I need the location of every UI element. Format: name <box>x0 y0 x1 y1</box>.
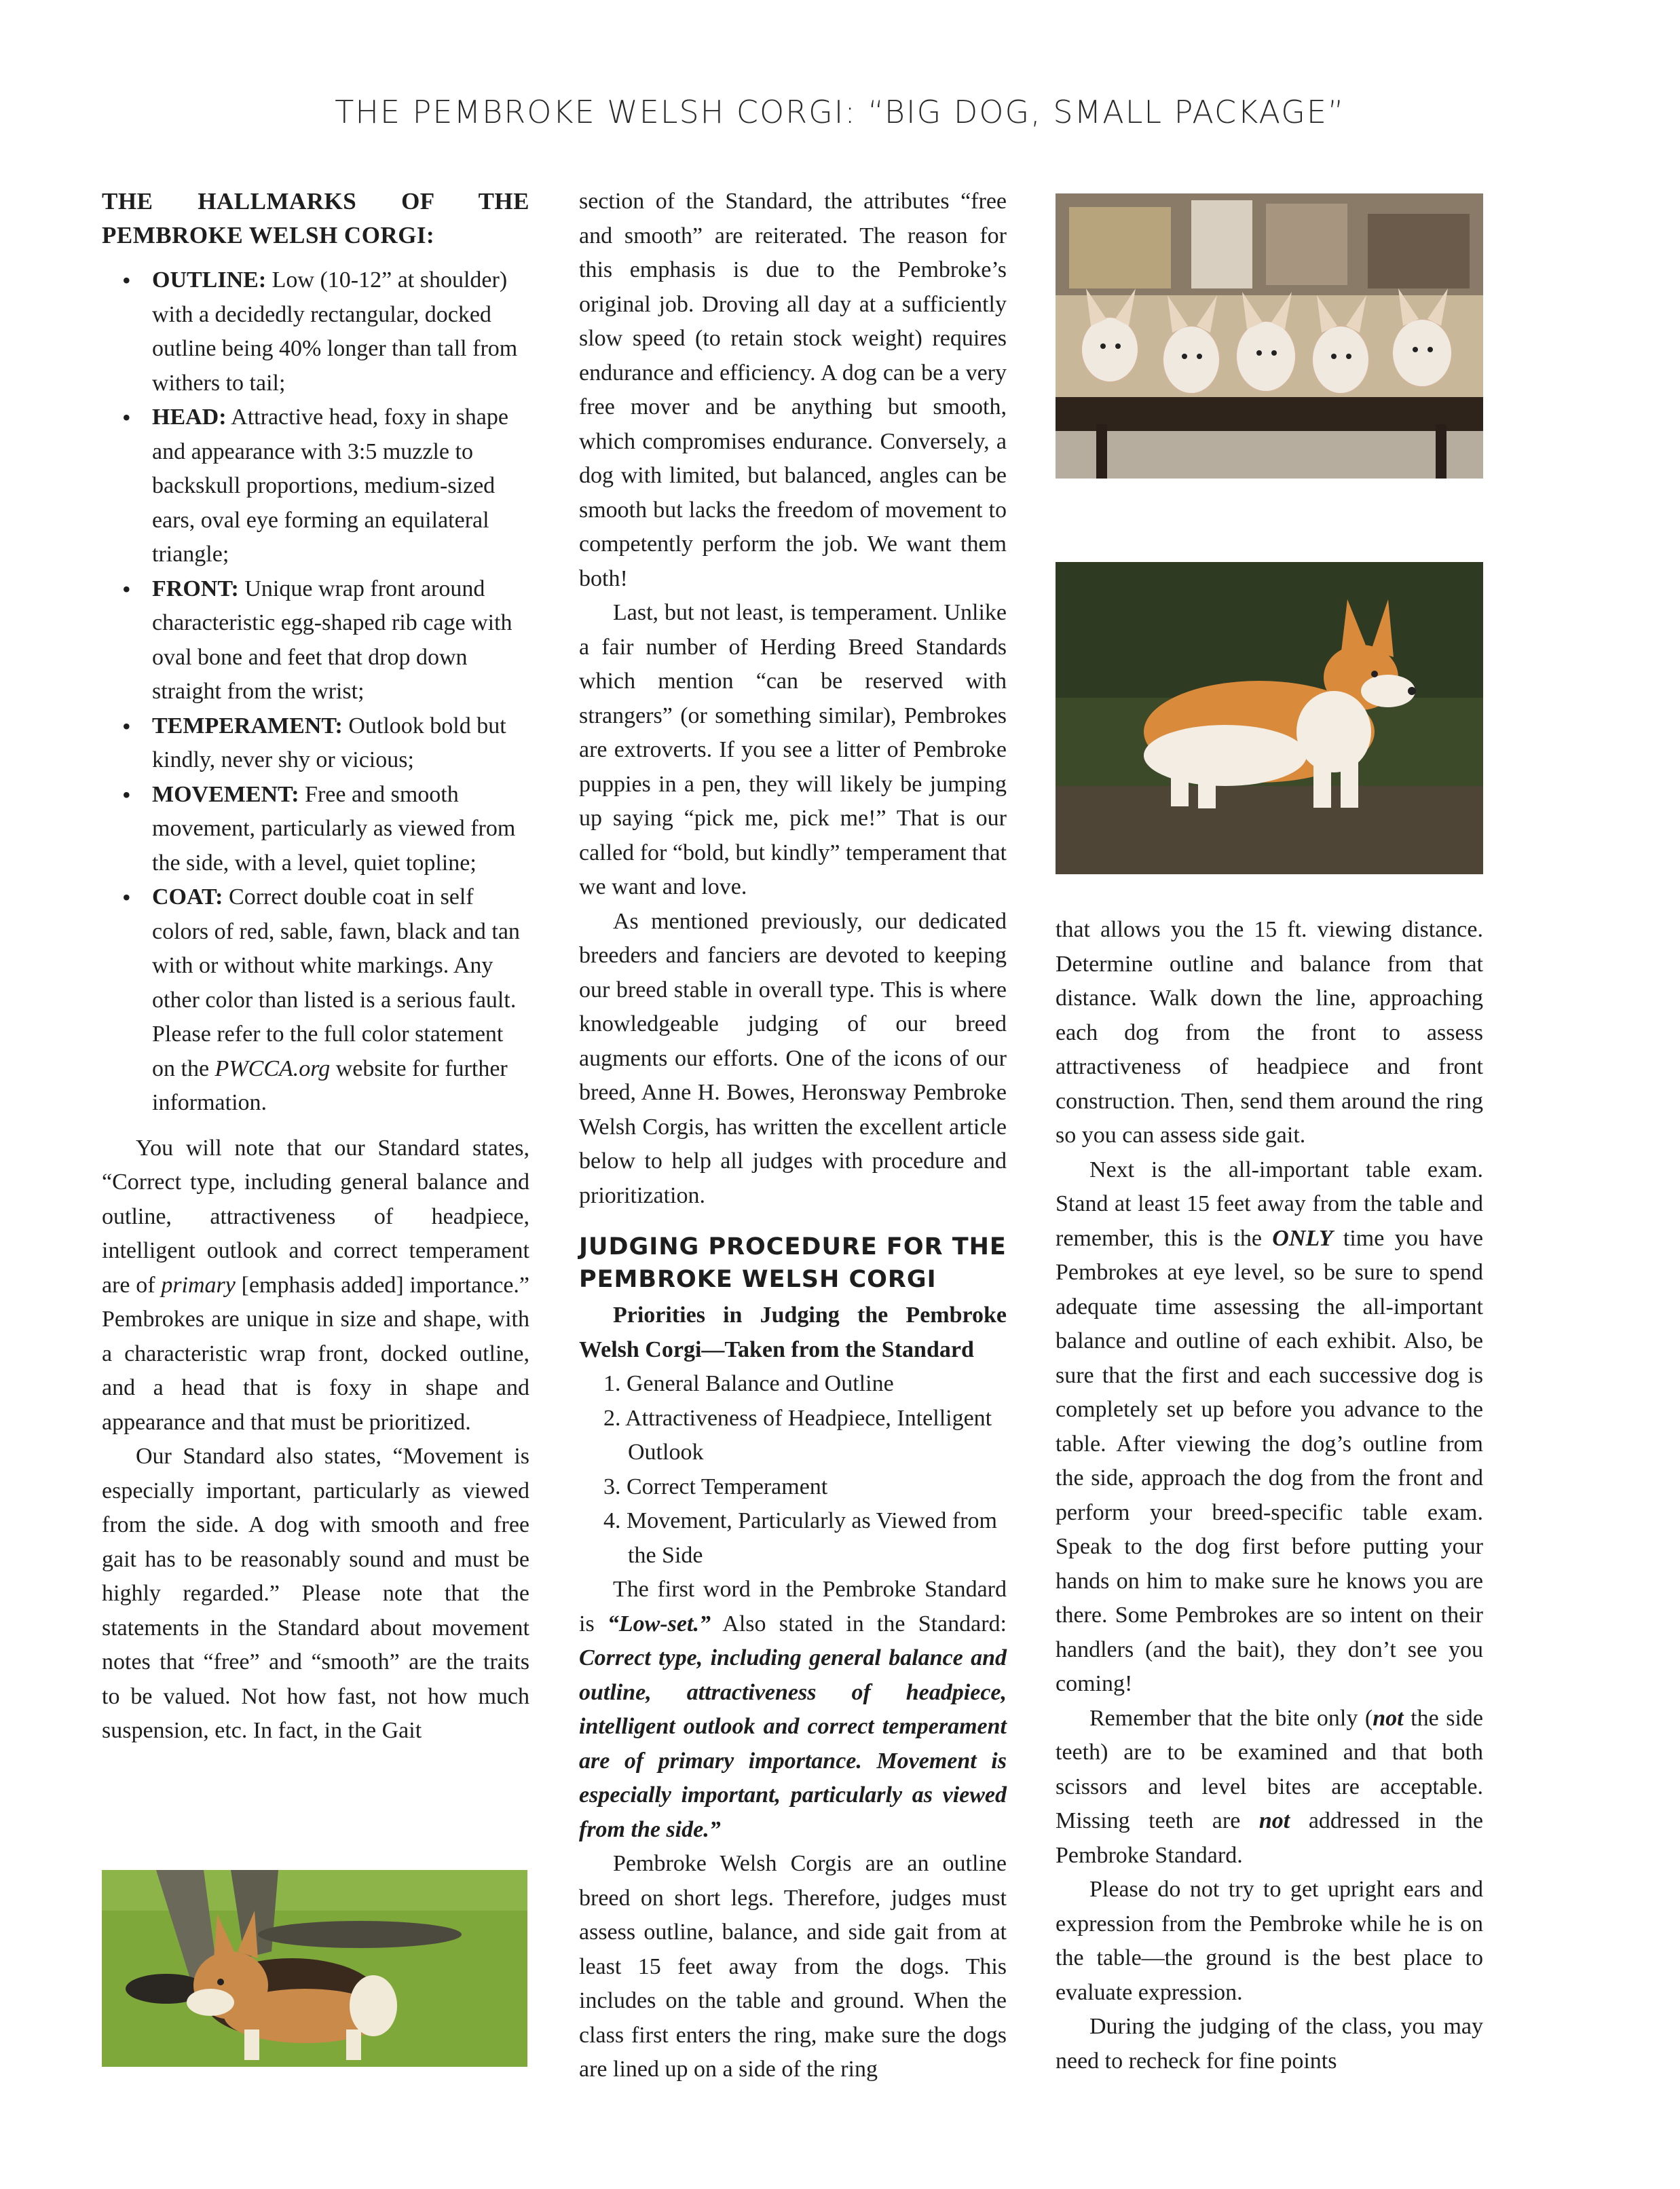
text-run: Also stated in the Standard: <box>710 1611 1007 1636</box>
emphasis: “Low-set.” <box>607 1611 711 1636</box>
priorities-list <box>579 1367 1007 1573</box>
hallmark-text: Free and smooth movement, particularly as viewed from the side, with a level, quiet topline; <box>152 781 516 876</box>
text-run: addressed in the Pembroke Standard. <box>1056 1808 1484 1868</box>
priority-item: 1. General Balance and Outline <box>603 1371 894 1396</box>
body-paragraph: section of the Standard, the attributes “free and smooth” are reiterated. The reason for this emphasis is due to the Pembroke’s original job. Droving all day at a sufficiently slow speed (to retain stock weight) requires endurance and efficiency. A dog can be a very free mover and be anything but smooth, which compromises endurance. Conversely, a dog with limited, but balanced, angles can be smooth but lacks the freedom of movement to competently perform the job. We want them both! <box>579 189 1007 591</box>
standard-quote: Correct type, including general balance and outline, attractiveness of headpiece, intelligent outlook and correct temperament are of primary importance. Movement is especially important, particularly as viewed from the side.” <box>579 1645 1007 1842</box>
corgi-stacked-illustration <box>1056 562 1483 874</box>
column-left <box>102 185 529 1748</box>
text-run: the side teeth) are to be examined and that both scissors and level bites are acceptable. Missing teeth are <box>1056 1705 1483 1833</box>
body-paragraph <box>1056 1153 1483 1702</box>
corgi-gaiting-illustration <box>102 1870 527 2067</box>
hallmark-label: COAT: <box>152 884 223 910</box>
hallmark-head <box>152 400 529 572</box>
hallmark-label: MOVEMENT: <box>152 781 299 807</box>
hallmark-temperament <box>152 709 529 778</box>
hallmark-label: OUTLINE: <box>152 267 267 293</box>
emphasis: not <box>1373 1705 1404 1731</box>
column-middle <box>579 185 1007 2087</box>
priority-item: 2. Attractiveness of Headpiece, Intelligent Outlook <box>603 1405 992 1465</box>
priority-item: 4. Movement, Particularly as Viewed from the Side <box>603 1508 997 1568</box>
hallmark-coat <box>152 880 529 1121</box>
column-right <box>1056 913 1483 2078</box>
text-run: The first word in the Pembroke Standard is <box>579 1577 1007 1636</box>
text-run: [emphasis added] importance.” Pembrokes are unique in size and shape, with a characteristic wrap front, docked outline, and a head that is foxy in shape and appearance and that must be prioritized. <box>102 1272 530 1435</box>
hallmark-text: Low (10-12” at shoulder) with a decidedly rectangular, docked outline being 40% longer than tall from withers to tail; <box>152 267 518 396</box>
hallmark-label: FRONT: <box>152 576 239 601</box>
emphasis: not <box>1258 1808 1290 1833</box>
body-paragraph: Pembroke Welsh Corgis are an outline breed on short legs. Therefore, judges must assess outline, balance, and side gait from at least 15 feet away from the dogs. This includes on the table and ground. When the class first enters the ring, make sure the dogs are lined up on a side of the ring <box>579 1851 1007 2082</box>
priority-item: 3. Correct Temperament <box>603 1474 828 1499</box>
body-paragraph: Please do not try to get upright ears and expression from the Pembroke while he is on the table—the ground is the best place to evaluate expression. <box>1056 1877 1483 2005</box>
body-paragraph: that allows you the 15 ft. viewing distance. Determine outline and balance from that distance. Walk down the line, approaching each dog from the front to assess attractiveness of headpiece and front construction. Then, send them around the ring so you can assess side gait. <box>1056 917 1483 1148</box>
emphasis: ONLY <box>1272 1225 1333 1251</box>
hallmark-front <box>152 572 529 709</box>
body-paragraph <box>102 1131 529 1440</box>
hallmark-text: website for further information. <box>152 1055 508 1115</box>
hallmark-text: Outlook bold but kindly, never shy or vicious; <box>152 713 506 772</box>
hallmark-outline <box>152 263 529 400</box>
hallmark-text: Correct double coat in self colors of red, sable, fawn, black and tan with or without white markings. Any other color than listed is a serious fault. Please refer to the full color statement on the <box>152 884 520 1081</box>
hallmark-label: HEAD: <box>152 405 227 430</box>
body-paragraph <box>579 1573 1007 1847</box>
text-run: time you have Pembrokes at eye level, so be sure to spend adequate time assessing the all-important balance and outline of each exhibit. Also, be sure that the first and each successive dog is completely set up before you advance to the table. After viewing the dog’s outline from the side, approach the dog from the front and perform your breed-specific table exam. Speak to the dog first before putting your hands on him to make sure he knows you are there. Some Pembrokes are so intent on their handlers (and the bait), they don’t see you coming! <box>1056 1225 1483 1696</box>
page-header-title: THE PEMBROKE WELSH CORGI: “BIG DOG, SMALL PACKAGE” <box>335 94 1345 130</box>
puppies-illustration <box>1056 193 1483 479</box>
body-paragraph: As mentioned previously, our dedicated breeders and fanciers are devoted to keeping our breed stable in overall type. This is where knowledgeable judging of our breed augments our efforts. One of the icons of our breed, Anne H. Bowes, Heronsway Pembroke Welsh Corgis, has written the excellent article below to help all judges with procedure and prioritization. <box>579 908 1007 1208</box>
corgi-stacked-photo <box>1056 562 1483 874</box>
text-run: Remember that the bite only ( <box>1089 1705 1373 1731</box>
pwcca-link[interactable]: PWCCA.org <box>214 1055 331 1081</box>
puppies-photo <box>1056 193 1483 479</box>
hallmarks-title: THE HALLMARKS OF THE PEMBROKE WELSH CORGI: <box>102 188 529 248</box>
hallmark-label: TEMPERAMENT: <box>152 713 343 738</box>
judging-procedure-heading: JUDGING PROCEDURE FOR THE PEMBROKE WELSH CORGI <box>579 1233 1007 1293</box>
hallmarks-list <box>102 263 529 1121</box>
text-run: Next is the all-important table exam. Stand at least 15 feet away from the table and remember, this is the <box>1056 1157 1483 1251</box>
corgi-gaiting-photo <box>102 1870 527 2067</box>
text-run: You will note that our Standard states, “Correct type, including general balance and outline, attractiveness of headpiece, intelligent outlook and correct temperament are of <box>102 1135 529 1298</box>
body-paragraph <box>1056 1702 1483 1873</box>
body-paragraph: Last, but not least, is temperament. Unlike a fair number of Herding Breed Standards which mention “can be reserved with strangers” (or something similar), Pembrokes are extroverts. If you see a litter of Pembroke puppies in a pen, they will likely be jumping up saying “pick me, pick me!” That is our called for “bold, but kindly” temperament that we want and love. <box>579 600 1007 899</box>
hallmark-text: Unique wrap front around characteristic egg-shaped rib cage with oval bone and feet that drop down straight from the wrist; <box>152 576 512 704</box>
priorities-title: Priorities in Judging the Pembroke Welsh Corgi—Taken from the Standard <box>579 1303 1007 1362</box>
body-paragraph: During the judging of the class, you may need to recheck for fine points <box>1056 2014 1483 2074</box>
body-paragraph: Our Standard also states, “Movement is especially important, particularly as viewed from the side. A dog with smooth and free gait has to be reasonably sound and must be highly regarded.” Please note that the statements in the Standard about movement notes that “free” and “smooth” are the traits to be valued. Not how fast, not how much suspension, etc. In fact, in the Gait <box>102 1444 529 1743</box>
emphasis: primary <box>161 1272 236 1298</box>
hallmark-text: Attractive head, foxy in shape and appearance with 3:5 muzzle to backskull proportions, medium-sized ears, oval eye forming an equilateral triangle; <box>152 405 508 567</box>
hallmark-movement <box>152 778 529 881</box>
